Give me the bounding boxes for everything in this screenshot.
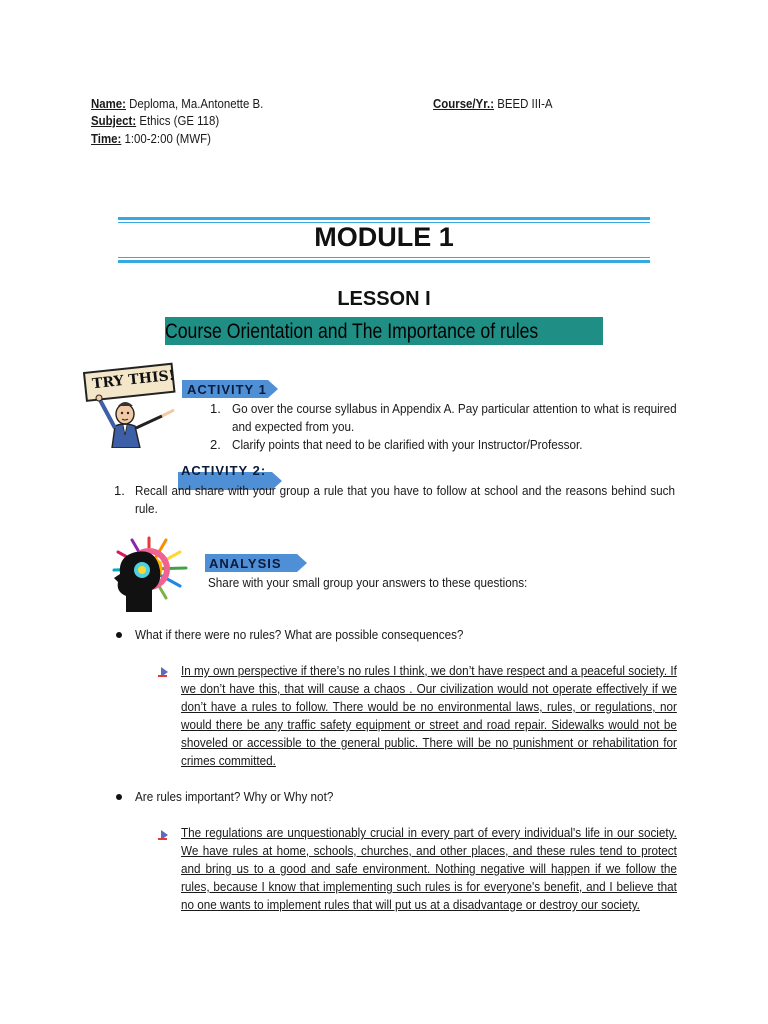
question2-bullet: [116, 794, 122, 800]
question1-bullet: [116, 632, 122, 638]
question2-text: Are rules important? Why or Why not?: [135, 789, 334, 804]
answer2-arrow-icon: [158, 828, 170, 840]
answer2-text: The regulations are unquestionably crucial in every part of every individual's life in our society. We have rules at home, schools, churches, and other places, and these rules tend to protect and bring us to a good and safe environment. Nothing negative will happen if we follow the rules, because I know that implementing such rules is for everyone's benefit, and I believe that no one wants to implement rules that will put us at a disadvantage or destroy our society.: [181, 825, 677, 912]
activity2-item1-text: Recall and share with your group a rule that you have to follow at school and the reasons behind such rule.: [135, 483, 675, 516]
activity1-label: ACTIVITY 1: [187, 382, 267, 397]
name-line: [91, 95, 263, 112]
time-line: [91, 130, 211, 147]
lesson-subtitle-highlight: [165, 317, 603, 345]
lesson-title: LESSON I: [337, 288, 431, 310]
name-label: Name:: [91, 96, 126, 111]
activity1-item2-num: 2.: [210, 437, 221, 452]
analysis-head-icon: [104, 534, 190, 614]
subject-line: [91, 112, 219, 129]
time-value: 1:00-2:00 (MWF): [121, 131, 211, 146]
analysis-instruction: Share with your small group your answers to these questions:: [208, 575, 528, 590]
name-value: Deploma, Ma.Antonette B.: [125, 96, 264, 111]
course-value: BEED III-A: [494, 96, 553, 111]
bottom-rule-thin: [118, 257, 650, 258]
activity2-item1-num: 1.: [114, 483, 125, 498]
course-label: Course/Yr.:: [433, 96, 495, 111]
analysis-label: ANALYSIS: [209, 556, 282, 571]
question1-text: What if there were no rules? What are possible consequences?: [135, 627, 464, 642]
answer1-arrow-icon: [158, 665, 170, 677]
activity1-item1-text: Go over the course syllabus in Appendix A. Pay particular attention to what is required and expected from you.: [232, 401, 677, 434]
activity1-item1-num: 1.: [210, 401, 221, 416]
activity2-label: ACTIVITY 2:: [181, 463, 267, 478]
answer1-text: In my own perspective if there’s no rules I think, we don’t have respect and a peaceful society. If we don’t have this, that will cause a chaos . Our civilization would not operate effectively if we don’t have a rules to follow. There would be no environmental laws, rules, or regulations, nor would there be any traffic safety equipment or street and road repair. Sidewalks would not be shoveled or accessible to the general public. There will be no punishment or rehabilitation for crimes committed.: [181, 663, 677, 768]
course-line: [433, 95, 553, 112]
activity1-item2-text: Clarify points that need to be clarified with your Instructor/Professor.: [232, 437, 583, 452]
module-title: MODULE 1: [314, 222, 454, 252]
subject-value: Ethics (GE 118): [136, 113, 220, 128]
lesson-subtitle: Course Orientation and The Importance of rules: [165, 320, 539, 343]
subject-label: Subject:: [91, 113, 137, 128]
try-this-label: TRY THIS!: [91, 367, 176, 393]
top-rule-thick: [118, 217, 650, 220]
try-this-clipart: [82, 360, 182, 448]
time-label: Time:: [91, 131, 122, 146]
bottom-rule-thick: [118, 260, 650, 263]
